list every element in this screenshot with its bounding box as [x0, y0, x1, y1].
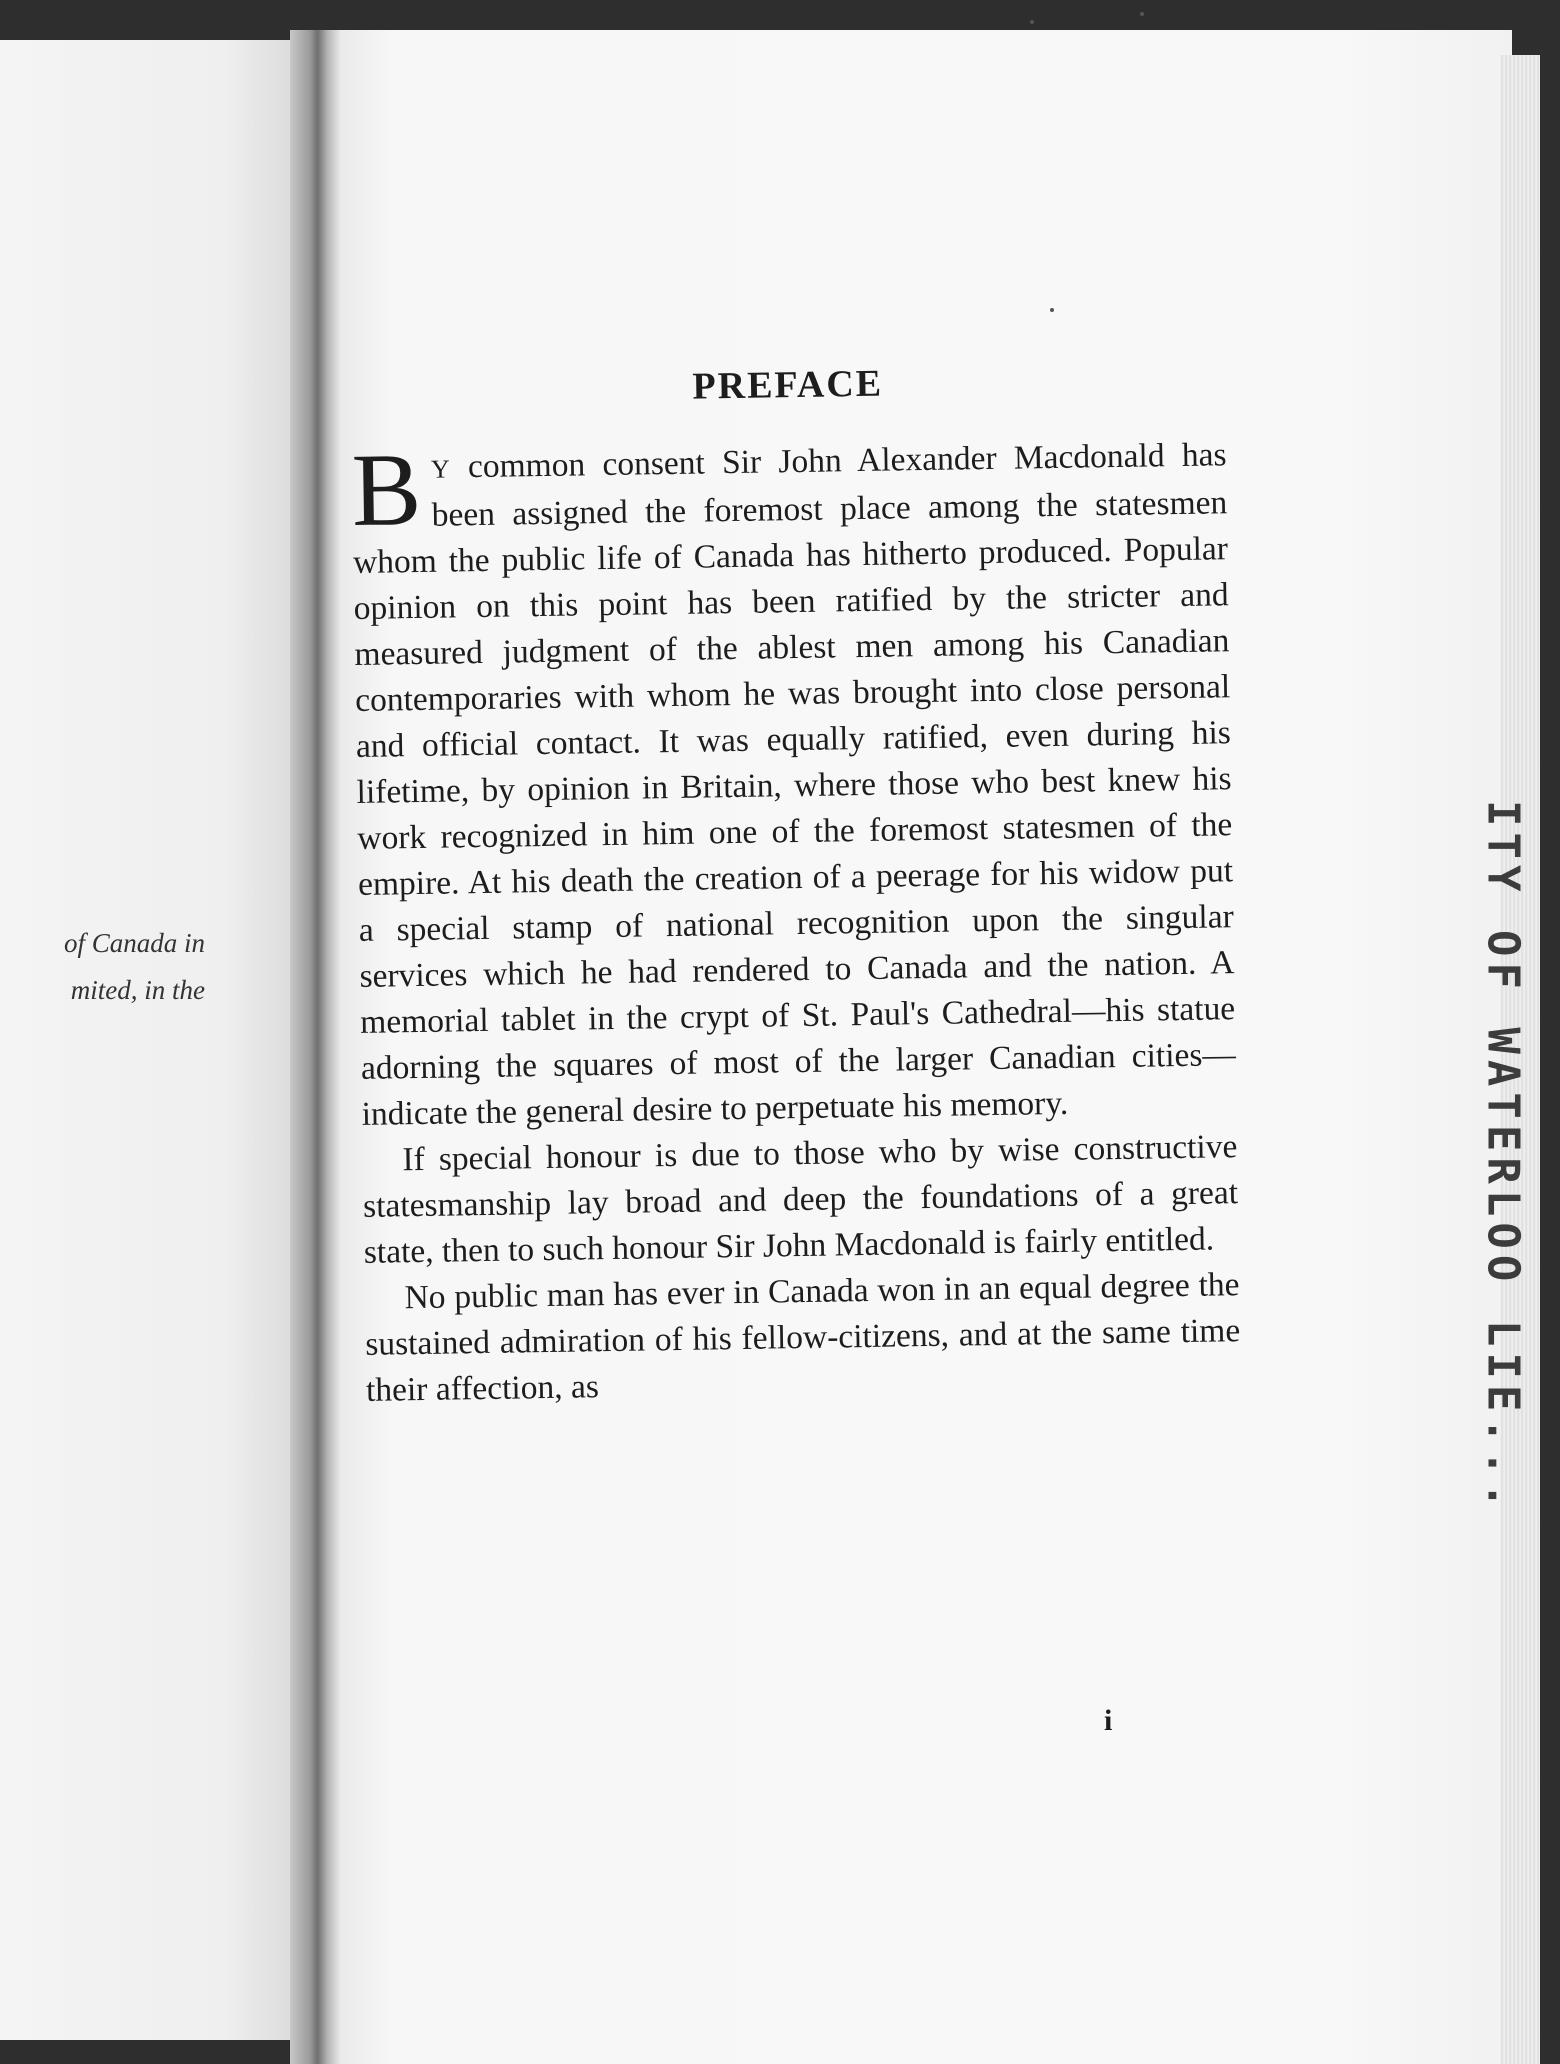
- paragraph-2: If special honour is due to those who by wise constructive statesmanship lay broad and deep the foundations of a great state, then to such honour Sir John Macdonald is fairly entitled.: [362, 1128, 1239, 1271]
- dust-speck: [1030, 20, 1034, 24]
- preface-text-block: [350, 356, 1241, 1414]
- page-heading: PREFACE: [692, 362, 884, 408]
- library-edge-stamp: [1468, 800, 1538, 1600]
- left-page: [0, 40, 322, 2040]
- left-page-text: [0, 920, 205, 1014]
- paragraph-1-text: common consent Sir John Alexander Macdonald has been assigned the foremost place among the statesmen whom the public life of Canada has hitherto produced. Popular opinion on this point has been ratified by the stricter and measured judgment of the ablest men among his Canadian contemporaries with whom he was brought into close personal and official contact. It was equally ratified, even during his lifetime, by opinion in Britain, where those who best knew his work recognized in him one of the foremost statesmen of the empire. At his death the creation of a peerage for his widow put a special stamp of national recognition upon the singular services which he had rendered to Canada and the nation. A memorial tablet in the crypt of St. Paul's Cathedral—his statue adorning the squares of most of the larger Canadian cities—indicate the general desire to perpetuate his memory.: [352, 436, 1237, 1133]
- drop-cap-rest: Y: [430, 454, 451, 484]
- dust-speck: [1140, 12, 1144, 16]
- paragraph-3: No public man has ever in Canada won in an equal degree the sustained admiration of his fellow-citizens, and at the same time their affection, as: [365, 1266, 1241, 1409]
- paragraph-1: [351, 432, 1237, 1138]
- dust-speck: [1050, 308, 1054, 312]
- drop-cap: B: [350, 431, 423, 548]
- book-gutter: [290, 30, 340, 2064]
- edge-stamp-text: ITY OF WATERLOO LIE...: [1477, 800, 1529, 1515]
- left-page-line: mited, in the: [70, 975, 205, 1005]
- left-page-line: of Canada in: [63, 928, 205, 958]
- page-number: i: [1104, 1704, 1113, 1737]
